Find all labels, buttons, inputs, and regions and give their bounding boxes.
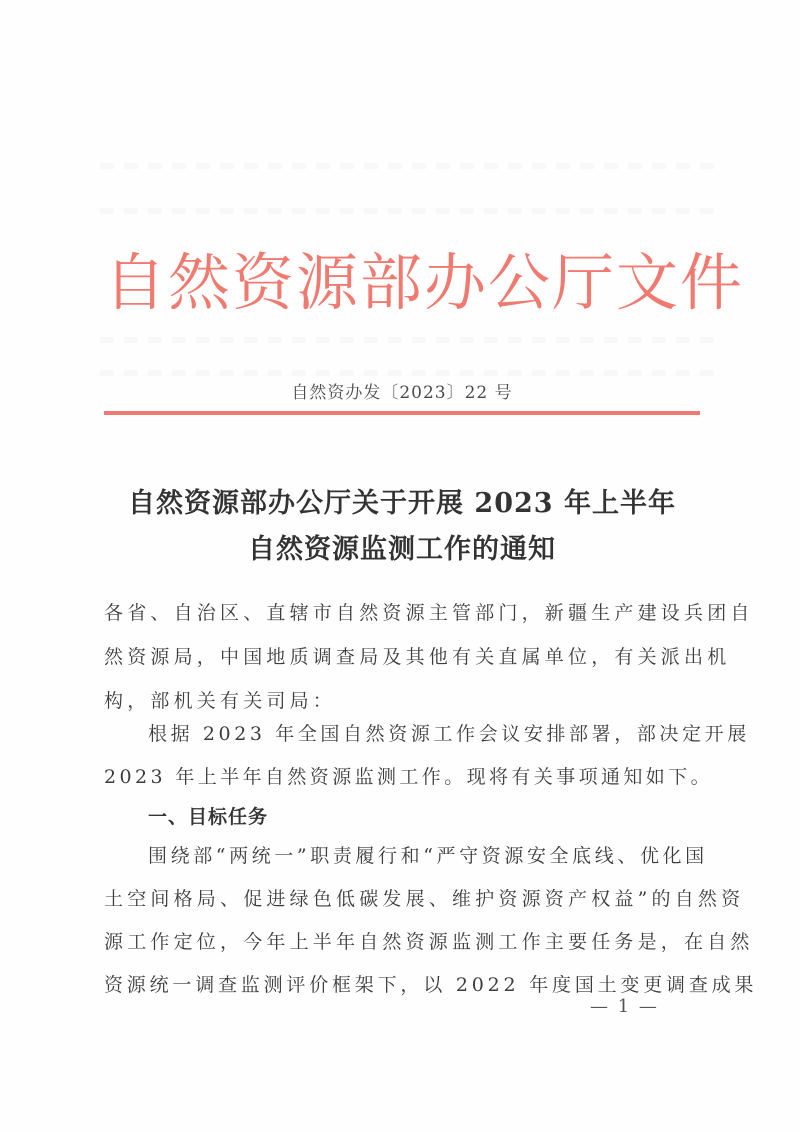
addressee-line-3: 构，部机关有关司局： <box>104 690 337 712</box>
document-title-line-1: 自然资源部办公厅关于开展 2023 年上半年 <box>128 488 676 519</box>
bleed-through-text <box>100 370 720 376</box>
intro-line-2: 2023 年上半年自然资源监测工作。现将有关事项通知如下。 <box>104 766 713 788</box>
addressee-line-1: 各省、自治区、直辖市自然资源主管部门，新疆生产建设兵团自 <box>104 602 754 624</box>
red-divider-line <box>104 411 700 415</box>
bleed-through-text <box>100 208 720 214</box>
page-number: — 1 — <box>590 996 659 1017</box>
bleed-through-text <box>100 163 720 169</box>
section-1-line-3: 源工作定位，今年上半年自然资源监测工作主要任务是，在自然 <box>104 931 754 953</box>
document-title-line-2: 自然资源监测工作的通知 <box>248 534 556 565</box>
section-1-line-2: 土空间格局、促进绿色低碳发展、维护资源资产权益”的自然资 <box>104 888 745 910</box>
bleed-through-text <box>100 337 720 343</box>
section-heading-target-tasks: 一、目标任务 <box>148 806 269 828</box>
document-masthead: 自然资源部办公厅文件 <box>104 246 745 319</box>
section-1-line-1: 围绕部“两统一”职责履行和“严守资源安全底线、优化国 <box>148 845 708 867</box>
section-1-line-4: 资源统一调查监测评价框架下，以 2022 年度国土变更调查成果 <box>104 974 758 996</box>
intro-line-1: 根据 2023 年全国自然资源工作会议安排部署，部决定开展 <box>148 723 750 745</box>
addressee-line-2: 然资源局，中国地质调查局及其他有关直属单位，有关派出机 <box>104 646 731 668</box>
document-number: 自然资办发〔2023〕22 号 <box>291 383 513 403</box>
